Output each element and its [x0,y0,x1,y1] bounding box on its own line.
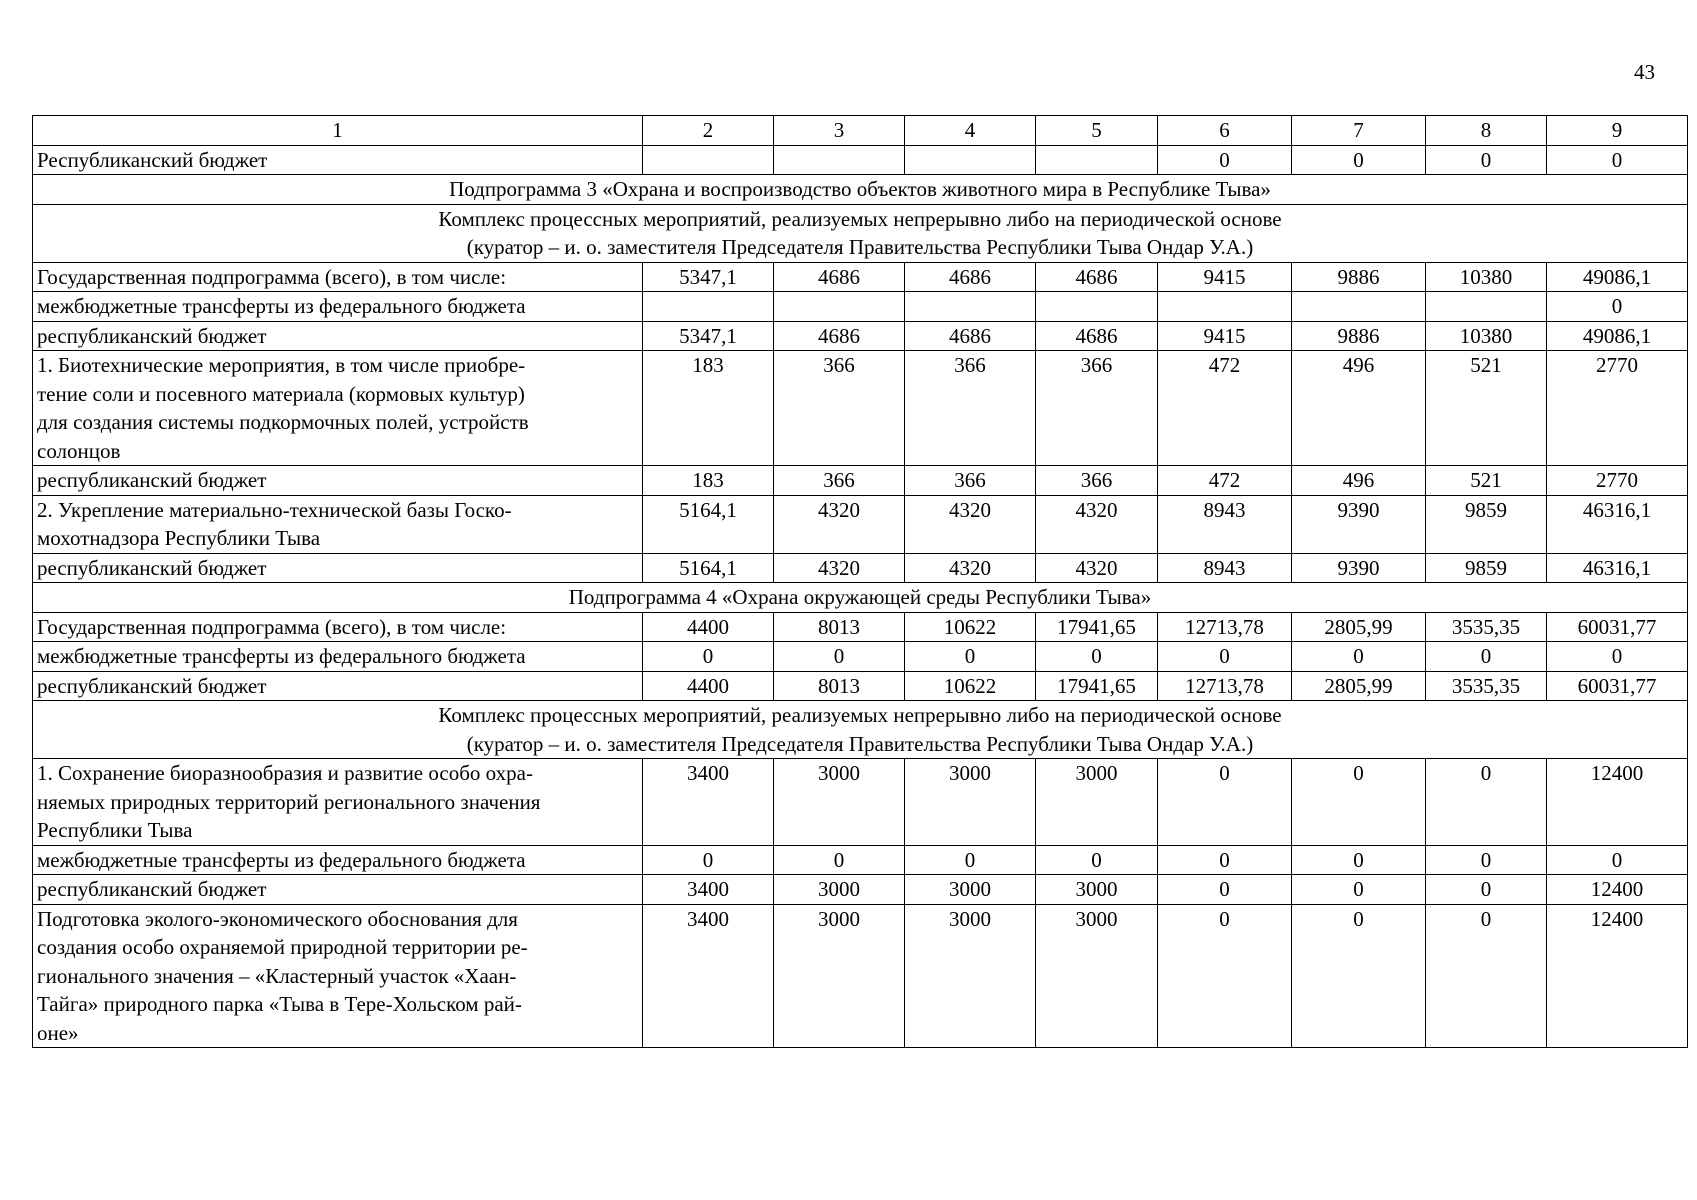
value-cell [1426,292,1547,322]
value-cell: 10622 [905,612,1036,642]
table-row [33,321,1688,351]
table-row [33,292,1688,322]
value-cell [1158,292,1292,322]
table-row [33,612,1688,642]
value-cell: 4320 [905,495,1036,553]
value-cell: 3535,35 [1426,671,1547,701]
value-cell: 4320 [1036,553,1158,583]
value-cell: 0 [1426,875,1547,905]
value-cell: 0 [1036,845,1158,875]
value-cell: 12713,78 [1158,671,1292,701]
table-row [33,553,1688,583]
value-cell [1292,292,1426,322]
header-cell: 8 [1426,116,1547,146]
value-cell [1036,292,1158,322]
section-line: (куратор – и. о. заместителя Председателя Правительства Республики Тыва Ондар У.А.) [466,235,1254,259]
value-cell: 472 [1158,351,1292,466]
value-cell: 0 [1292,845,1426,875]
value-cell: 0 [1547,845,1688,875]
row-label-line: для создания системы подкормочных полей, устройств [37,410,529,434]
row-label: межбюджетные трансферты из федерального бюджета [33,845,643,875]
value-cell: 4400 [643,612,774,642]
row-label-line: гионального значения – «Кластерный участок «Хаан- [37,963,517,988]
row-label: Государственная подпрограмма (всего), в том числе: [33,612,643,642]
budget-table [32,115,1688,1048]
value-cell: 0 [1292,904,1426,1048]
section-title [33,583,1688,613]
value-cell: 0 [1292,145,1426,175]
row-label: межбюджетные трансферты из федерального бюджета [33,292,643,322]
value-cell: 3000 [1036,759,1158,846]
value-cell: 3535,35 [1426,612,1547,642]
value-cell: 5347,1 [643,321,774,351]
value-cell: 3400 [643,759,774,846]
value-cell: 0 [1547,642,1688,672]
value-cell: 3000 [774,759,905,846]
value-cell: 46316,1 [1547,553,1688,583]
value-cell: 3400 [643,904,774,1048]
section-row [33,204,1688,262]
value-cell: 0 [1426,642,1547,672]
section-line: Подпрограмма 3 «Охрана и воспроизводство объектов животного мира в Республике Тыва» [449,177,1271,201]
value-cell: 60031,77 [1547,612,1688,642]
row-label-line: 1. Сохранение биоразнообразия и развитие особо охра- [37,761,533,785]
value-cell: 4320 [905,553,1036,583]
header-cell: 3 [774,116,905,146]
row-label-line: мохотнадзора Республики Тыва [37,526,321,550]
value-cell: 12400 [1547,875,1688,905]
value-cell: 496 [1292,466,1426,496]
value-cell: 5347,1 [643,262,774,292]
value-cell: 12713,78 [1158,612,1292,642]
value-cell: 366 [774,466,905,496]
value-cell [774,292,905,322]
value-cell [643,292,774,322]
value-cell: 183 [643,351,774,466]
row-label: межбюджетные трансферты из федерального бюджета [33,642,643,672]
value-cell: 0 [905,845,1036,875]
value-cell: 49086,1 [1547,262,1688,292]
value-cell: 0 [1158,875,1292,905]
section-row [33,701,1688,759]
header-cell: 6 [1158,116,1292,146]
value-cell: 9415 [1158,321,1292,351]
table-row [33,642,1688,672]
value-cell: 0 [1036,642,1158,672]
section-title [33,175,1688,205]
value-cell: 9859 [1426,495,1547,553]
value-cell: 9886 [1292,321,1426,351]
section-line: (куратор – и. о. заместителя Председателя Правительства Республики Тыва Ондар У.А.) [466,731,1254,756]
value-cell: 49086,1 [1547,321,1688,351]
value-cell: 9415 [1158,262,1292,292]
value-cell: 3400 [643,875,774,905]
row-label-line: Тайга» природного парка «Тыва в Тере-Хольском рай- [37,992,522,1016]
section-title [33,701,1688,759]
header-cell: 5 [1036,116,1158,146]
value-cell: 366 [1036,466,1158,496]
value-cell: 2770 [1547,351,1688,466]
row-label [33,495,643,553]
value-cell: 4686 [774,262,905,292]
value-cell: 366 [905,466,1036,496]
value-cell: 4686 [905,321,1036,351]
table-row [33,671,1688,701]
value-cell [905,292,1036,322]
value-cell: 9859 [1426,553,1547,583]
row-label: республиканский бюджет [33,466,643,496]
value-cell: 496 [1292,351,1426,466]
value-cell [774,145,905,175]
row-label-line: 1. Биотехнические мероприятия, в том числе приобре- [37,353,526,377]
value-cell: 0 [1158,845,1292,875]
value-cell: 60031,77 [1547,671,1688,701]
value-cell: 8943 [1158,495,1292,553]
value-cell: 0 [1292,759,1426,846]
value-cell [1036,145,1158,175]
value-cell: 366 [905,351,1036,466]
value-cell: 3000 [1036,904,1158,1048]
value-cell: 10380 [1426,262,1547,292]
table-row [33,351,1688,466]
header-cell: 9 [1547,116,1688,146]
value-cell: 2805,99 [1292,612,1426,642]
table-row [33,845,1688,875]
value-cell: 0 [1158,642,1292,672]
value-cell: 0 [1292,875,1426,905]
value-cell: 0 [1158,145,1292,175]
section-row [33,175,1688,205]
value-cell: 17941,65 [1036,612,1158,642]
value-cell [905,145,1036,175]
value-cell: 9886 [1292,262,1426,292]
row-label [33,759,643,846]
value-cell: 366 [774,351,905,466]
value-cell: 472 [1158,466,1292,496]
section-line: Комплекс процессных мероприятий, реализуемых непрерывно либо на периодической основе [438,206,1282,231]
value-cell: 10380 [1426,321,1547,351]
value-cell: 4320 [774,553,905,583]
value-cell: 3000 [774,875,905,905]
value-cell: 0 [1547,292,1688,322]
value-cell: 0 [774,845,905,875]
value-cell: 4320 [774,495,905,553]
value-cell: 4686 [905,262,1036,292]
section-title [33,204,1688,262]
value-cell: 4320 [1036,495,1158,553]
header-cell: 7 [1292,116,1426,146]
value-cell: 9390 [1292,495,1426,553]
value-cell: 9390 [1292,553,1426,583]
section-line: Подпрограмма 4 «Охрана окружающей среды Республики Тыва» [568,585,1152,609]
table-row [33,904,1688,1048]
row-label-line: 2. Укрепление материально-технической базы Госко- [37,497,512,522]
value-cell: 3000 [1036,875,1158,905]
row-label: Государственная подпрограмма (всего), в том числе: [33,262,643,292]
row-label-line: оне» [37,1020,79,1045]
value-cell: 0 [1426,845,1547,875]
value-cell: 521 [1426,351,1547,466]
value-cell: 5164,1 [643,495,774,553]
value-cell: 3000 [905,875,1036,905]
row-label: республиканский бюджет [33,875,643,905]
value-cell: 0 [1426,145,1547,175]
row-label-line: солонцов [37,438,121,463]
table-row [33,466,1688,496]
value-cell: 4686 [774,321,905,351]
row-label: республиканский бюджет [33,553,643,583]
value-cell: 17941,65 [1036,671,1158,701]
table-row [33,495,1688,553]
table-row [33,262,1688,292]
value-cell: 0 [643,642,774,672]
value-cell: 366 [1036,351,1158,466]
row-label-line: Республики Тыва [37,818,193,842]
header-cell: 4 [905,116,1036,146]
row-label-line: создания особо охраняемой природной территории ре- [37,935,528,959]
section-line: Комплекс процессных мероприятий, реализуемых непрерывно либо на периодической основе [438,703,1282,727]
value-cell: 46316,1 [1547,495,1688,553]
row-label-line: тение соли и посевного материала (кормовых культур) [37,381,525,406]
value-cell: 2770 [1547,466,1688,496]
row-label [33,904,643,1048]
value-cell: 0 [643,845,774,875]
value-cell: 8013 [774,671,905,701]
value-cell: 0 [1292,642,1426,672]
value-cell: 0 [1547,145,1688,175]
table-row [33,759,1688,846]
value-cell: 3000 [905,904,1036,1048]
table-body [33,116,1688,1048]
row-label: Республиканский бюджет [33,145,643,175]
section-row [33,583,1688,613]
value-cell: 0 [905,642,1036,672]
table-header-row [33,116,1688,146]
value-cell: 0 [1426,904,1547,1048]
value-cell: 10622 [905,671,1036,701]
page-number: 43 [1634,60,1655,84]
table-row [33,145,1688,175]
value-cell: 8013 [774,612,905,642]
value-cell: 12400 [1547,759,1688,846]
value-cell: 8943 [1158,553,1292,583]
row-label-line: Подготовка эколого-экономического обоснования для [37,906,518,931]
value-cell [643,145,774,175]
value-cell: 0 [774,642,905,672]
value-cell: 2805,99 [1292,671,1426,701]
value-cell: 0 [1426,759,1547,846]
value-cell: 3000 [905,759,1036,846]
header-cell: 1 [33,116,643,146]
value-cell: 183 [643,466,774,496]
value-cell: 12400 [1547,904,1688,1048]
value-cell: 4686 [1036,262,1158,292]
value-cell: 4400 [643,671,774,701]
row-label [33,351,643,466]
value-cell: 4686 [1036,321,1158,351]
value-cell: 0 [1158,904,1292,1048]
header-cell: 2 [643,116,774,146]
value-cell: 5164,1 [643,553,774,583]
value-cell: 0 [1158,759,1292,846]
value-cell: 521 [1426,466,1547,496]
row-label-line: няемых природных территорий регионального значения [37,789,541,814]
row-label: республиканский бюджет [33,321,643,351]
row-label: республиканский бюджет [33,671,643,701]
value-cell: 3000 [774,904,905,1048]
table-row [33,875,1688,905]
